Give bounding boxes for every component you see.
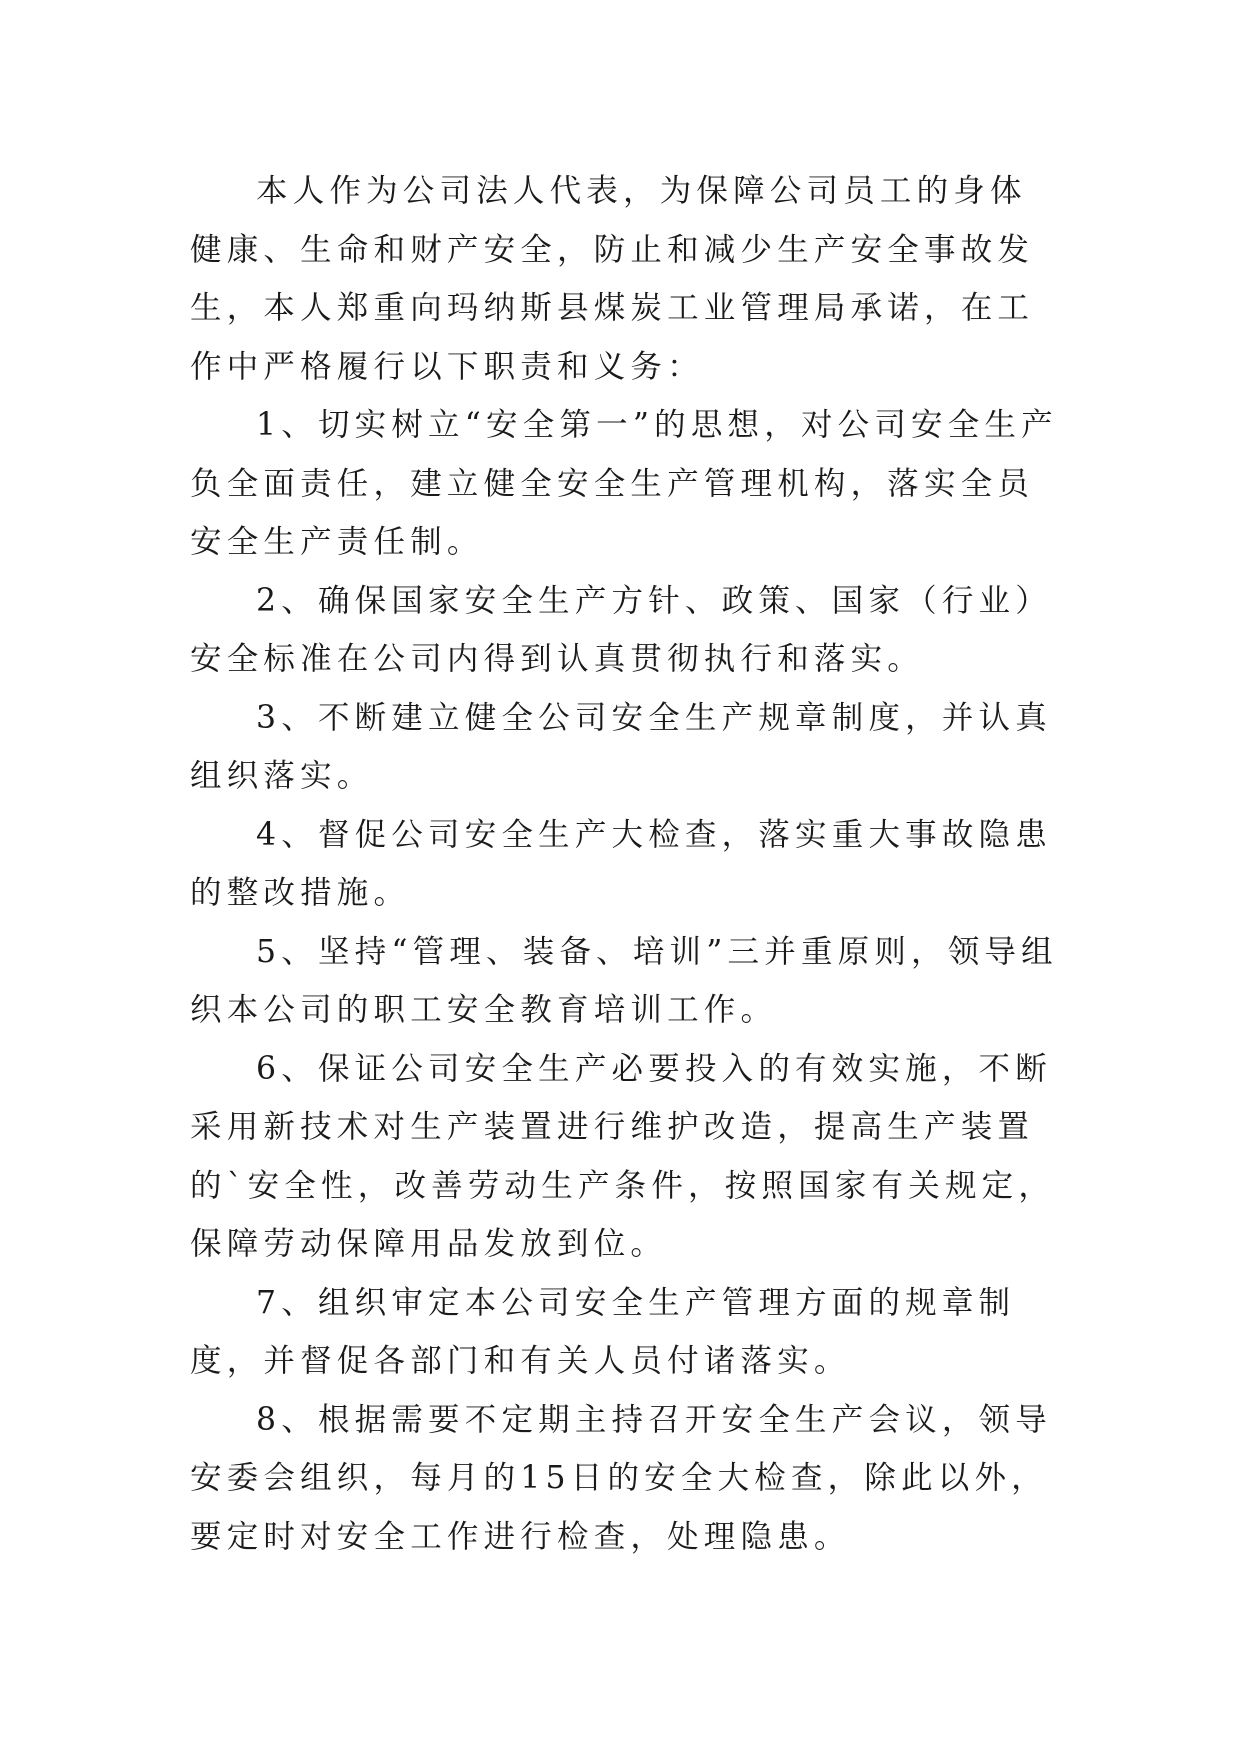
paragraph-intro: 本人作为公司法人代表，为保障公司员工的身体健康、生命和财产安全，防止和减少生产安全事故发生，本人郑重向玛纳斯县煤炭工业管理局承诺，在工作中严格履行以下职责和义务：: [190, 173, 1035, 385]
paragraph-item-3: 3、不断建立健全公司安全生产规章制度，并认真组织落实。: [190, 699, 1052, 794]
paragraph-item-1: 1、切实树立“安全第一”的思想，对公司安全生产负全面责任，建立健全安全生产管理机构，落实全员安全生产责任制。: [190, 407, 1058, 560]
document-body: [190, 162, 1058, 1566]
paragraph-item-4: 4、督促公司安全生产大检查，落实重大事故隐患的整改措施。: [190, 816, 1052, 911]
paragraph-item-5: 5、坚持“管理、装备、培训”三并重原则，领导组织本公司的职工安全教育培训工作。: [190, 933, 1058, 1028]
paragraph-item-2: 2、确保国家安全生产方针、政策、国家（行业）安全标准在公司内得到认真贯彻执行和落实。: [190, 582, 1052, 677]
paragraph-item-7: 7、组织审定本公司安全生产管理方面的规章制度，并督促各部门和有关人员付诸落实。: [190, 1284, 1016, 1379]
paragraph-item-8: 8、根据需要不定期主持召开安全生产会议，领导安委会组织，每月的15日的安全大检查，除此以外，要定时对安全工作进行检查，处理隐患。: [190, 1401, 1052, 1555]
paragraph-item-6: 6、保证公司安全生产必要投入的有效实施，不断采用新技术对生产装置进行维护改造，提高生产装置的`安全性，改善劳动生产条件，按照国家有关规定，保障劳动保障用品发放到位。: [190, 1050, 1056, 1262]
